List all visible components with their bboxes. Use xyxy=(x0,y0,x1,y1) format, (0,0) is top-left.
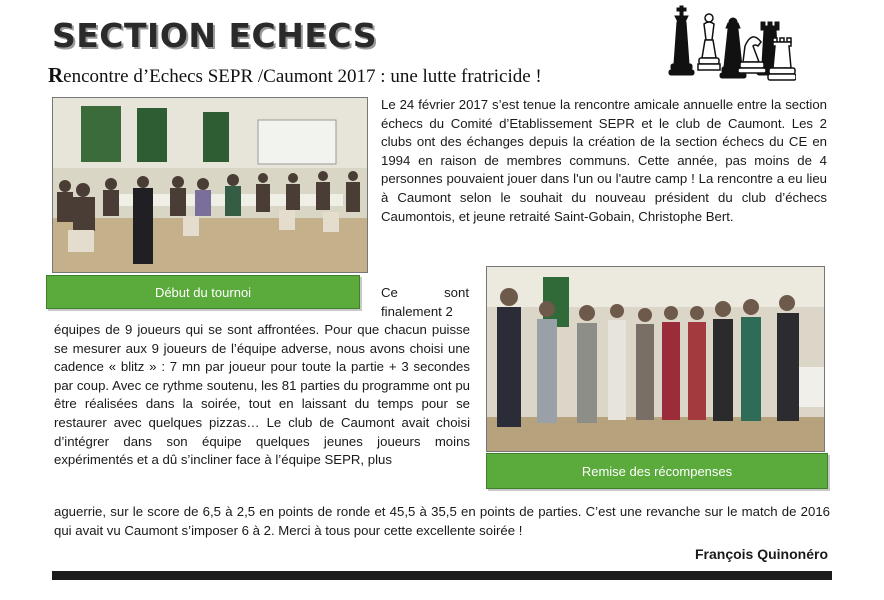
headline-text: encontre d’Echecs SEPR /Caumont 2017 : une lutte fratricide ! xyxy=(63,66,542,87)
caption-awards: Remise des récompenses xyxy=(486,453,828,489)
article-paragraph-2-end: aguerrie, sur le score de 6,5 à 2,5 en points de ronde et 45,5 à 35,5 en points de parties. C’est une revanche sur le match de 2016 qui avait vu Caumont s’imposer 6 à 2. Merci à tous pour cette excellente soirée ! xyxy=(54,504,830,538)
article-paragraph-2-middle: équipes de 9 joueurs qui se sont affrontées. Pour que chacun puisse se mesurer aux 9 joueurs de l’équipe adverse, nous avons choisi une cadence « blitz » : 7 mn par joueur pour toute la partie + 3 secondes par coup. Avec ce rythme soutenu, les 81 parties du programme ont pu être réalisées dans la soirée, tout en laissant du temps pour se restaurer avec quelques pizzas… Le club de Caumont avait choisi d’intégrer dans son équipe quelques jeunes joueurs moins expérimentés et a dû s’incliner face à l’équipe SEPR, plus xyxy=(54,322,470,468)
article-paragraph-1: Le 24 février 2017 s’est tenue la rencontre amicale annuelle entre la section échecs du Comité d’Etablissement SEPR et le club de Caumont. Les 2 clubs ont des échanges depuis la création de la section échecs du CE en 1994 en raison de membres communs. Cette année, pas moins de 4 personnes pouvaient jouer dans l'un ou l'autre camp ! La rencontre a eu lieu à Caumont selon le souhait du nouveau président du club d’échecs Caumontois, et jeune retraité Saint-Gobain, Christophe Bert. xyxy=(381,97,827,224)
article-paragraph-2-start: Ce sont finalement 2 xyxy=(381,285,469,319)
footer-bar xyxy=(52,571,832,580)
headline-initial: R xyxy=(48,63,64,87)
awards-photo xyxy=(486,266,825,452)
article-headline xyxy=(48,63,542,88)
tournament-start-photo xyxy=(52,97,368,273)
article-author: François Quinonéro xyxy=(694,546,828,562)
caption-tournament-start: Début du tournoi xyxy=(46,275,360,309)
chess-pieces-icon xyxy=(662,4,796,86)
section-title: SECTION ECHECS xyxy=(52,16,377,55)
